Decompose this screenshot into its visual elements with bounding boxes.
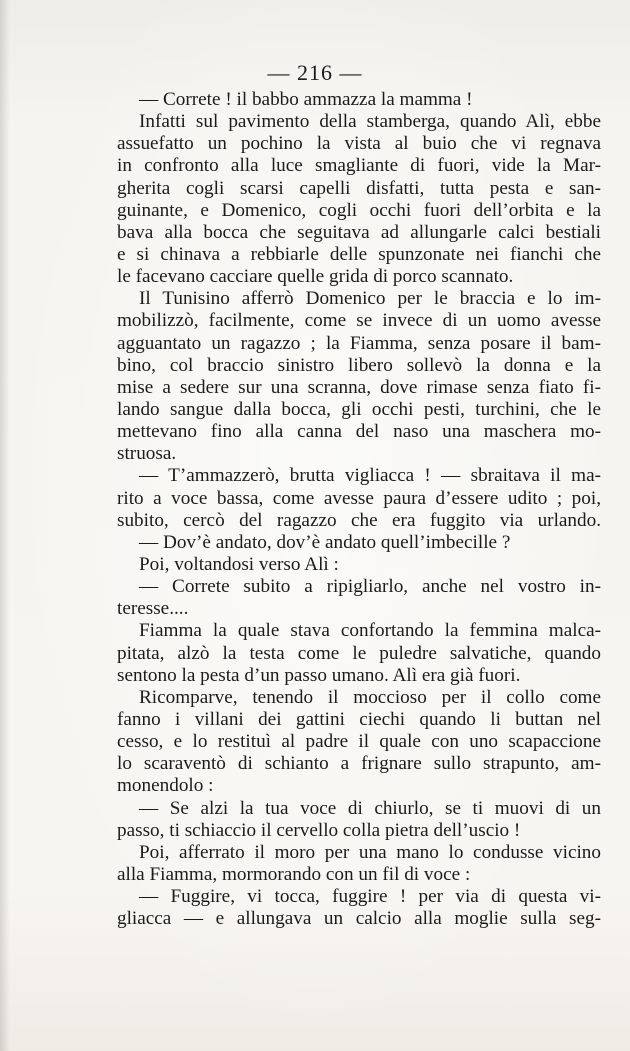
text-line: mise a sedere sur una scranna, dove rimase senza fiato fi- xyxy=(117,376,601,398)
text-line: — Correte ! il babbo ammazza la mamma ! xyxy=(139,89,473,110)
text-line: passo, ti schiaccio il cervello colla pietra dell’uscio ! xyxy=(117,819,521,841)
text-line: in confronto alla luce smagliante di fuori, vide la Mar- xyxy=(117,155,601,177)
text-line: subito, cercò del ragazzo che era fuggito via urlando. xyxy=(117,509,601,531)
text-line: mobilizzò, facilmente, come se invece di un uomo avesse xyxy=(117,310,601,332)
text-line: Il Tunisino afferrò Domenico per le braccia e lo im- xyxy=(139,288,601,310)
text-line: Poi, afferrato il moro per una mano lo condusse vicino xyxy=(139,841,601,863)
text-line: lo scaraventò di schianto a frignare sullo strapunto, am- xyxy=(117,753,601,775)
text-line: bava alla bocca che seguitava ad allungarle calci bestiali xyxy=(117,221,601,243)
text-line: Ricomparve, tenendo il moccioso per il collo come xyxy=(139,686,601,708)
text-line: — T’ammazzerò, brutta vigliacca ! — sbraitava il ma- xyxy=(139,465,601,487)
text-line: le facevano cacciare quelle grida di porco scannato. xyxy=(117,266,514,288)
text-line: gliacca — e allungava un calcio alla moglie sulla seg- xyxy=(117,908,601,930)
text-line: fanno i villani dei gattini ciechi quando li buttan nel xyxy=(117,708,601,730)
text-line: Infatti sul pavimento della stamberga, quando Alì, ebbe xyxy=(139,111,601,133)
text-line: — Correte subito a ripigliarlo, anche nel vostro in- xyxy=(139,576,601,598)
text-line: mettevano fino alla canna del naso una maschera mo- xyxy=(117,421,601,443)
text-line: guinante, e Domenico, cogli occhi fuori dell’orbita e la xyxy=(117,199,601,221)
text-line: struosa. xyxy=(117,443,177,465)
text-line: e si chinava a rebbiarle delle spunzonate nei fianchi che xyxy=(117,243,601,265)
text-line: rito a voce bassa, come avesse paura d’essere udito ; poi, xyxy=(117,487,601,509)
text-line: teresse.... xyxy=(117,598,189,620)
text-line: Fiamma la quale stava confortando la femmina malca- xyxy=(139,620,601,642)
text-line: sentono la pesta d’un passo umano. Alì era già fuori. xyxy=(117,664,521,686)
page-edge-shadow xyxy=(0,0,10,1051)
page-number: — 216 — xyxy=(267,60,363,85)
text-line: Poi, voltandosi verso Alì : xyxy=(139,553,339,575)
text-line: pitata, alzò la testa come le puledre salvatiche, quando xyxy=(117,642,601,664)
text-line: — Se alzi la tua voce di chiurlo, se ti muovi di un xyxy=(139,797,601,819)
text-line: monendolo : xyxy=(117,775,214,797)
text-line: lando sangue dalla bocca, gli occhi pesti, turchini, che le xyxy=(117,398,601,420)
text-line: agguantato un ragazzo ; la Fiamma, senza posare il bam- xyxy=(117,332,601,354)
text-block xyxy=(117,89,601,930)
text-line: assuefatto un pochino la vista al buio che vi regnava xyxy=(117,133,601,155)
text-line: — Fuggire, vi tocca, fuggire ! per via di questa vi- xyxy=(139,886,601,908)
text-line: bino, col braccio sinistro libero sollevò la donna e la xyxy=(117,354,601,376)
text-line: gherita cogli scarsi capelli disfatti, tutta pesta e san- xyxy=(117,177,601,199)
text-line: — Dov’è andato, dov’è andato quell’imbecille ? xyxy=(139,531,511,553)
text-line: cesso, e lo restituì al padre il quale con uno scapaccione xyxy=(117,731,601,753)
text-line: alla Fiamma, mormorando con un fil di voce : xyxy=(117,863,471,885)
